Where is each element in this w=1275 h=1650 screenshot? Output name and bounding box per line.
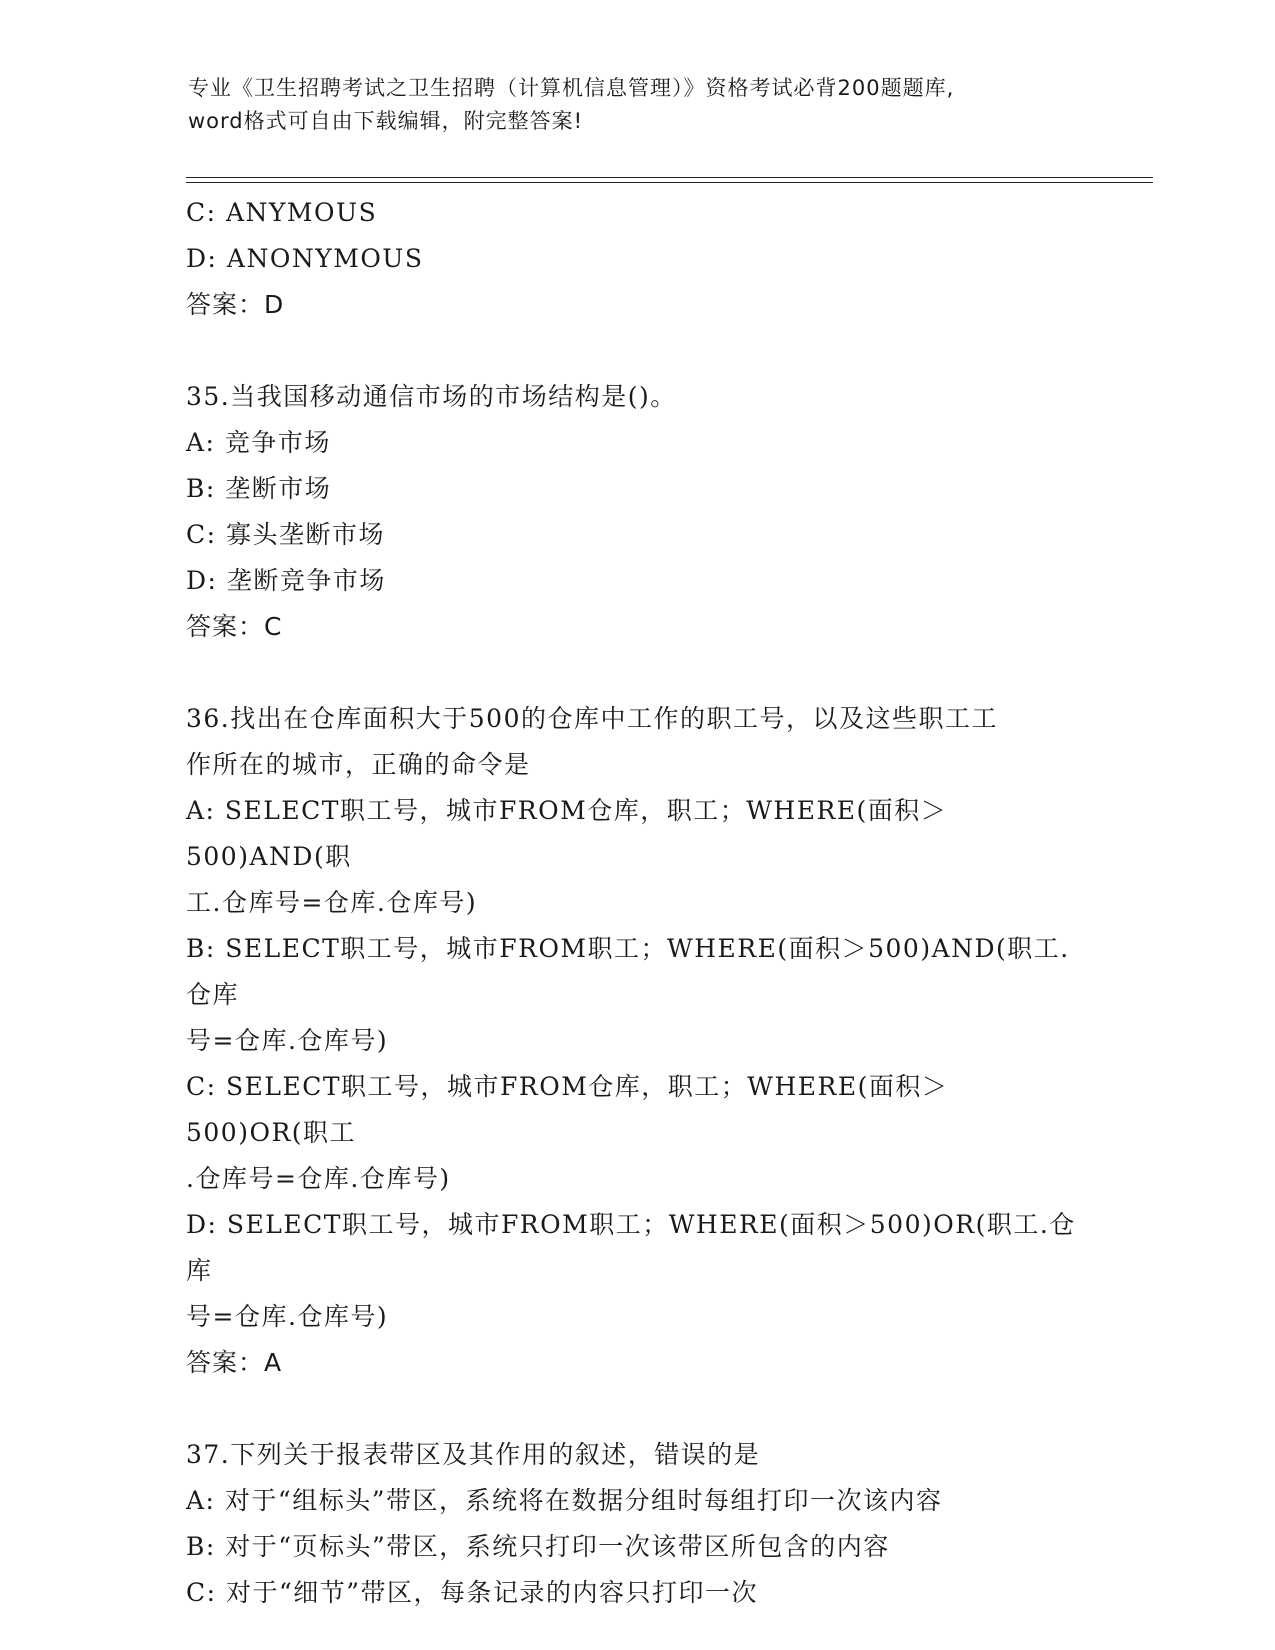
question-stem-line-1: 36.找出在仓库面积大于500的仓库中工作的职工号，以及这些职工工 [186, 704, 998, 733]
spacer [186, 650, 1086, 696]
header-divider-bottom [186, 182, 1153, 183]
option-c: C: ANYMOUS [186, 198, 378, 227]
option-c-line-2: .仓库号=仓库.仓库号) [186, 1164, 451, 1193]
question-stem: 35.当我国移动通信市场的市场结构是()。 [186, 382, 677, 411]
answer: 答案：C [186, 612, 283, 641]
option-c: C: 对于“细节”带区，每条记录的内容只打印一次 [186, 1578, 759, 1607]
option-a-line-1: A: SELECT职工号，城市FROM仓库，职工；WHERE(面积＞500)AND(职 [186, 796, 948, 871]
option-d: D: ANONYMOUS [186, 244, 424, 273]
option-b-line-2: 号=仓库.仓库号) [186, 1026, 389, 1055]
document-header [188, 72, 1088, 138]
question-34-continued [186, 190, 1086, 328]
header-title-line-1: 专业《卫生招聘考试之卫生招聘（计算机信息管理）》资格考试必背200题题库, [188, 76, 955, 100]
option-b: B: 垄断市场 [186, 474, 332, 503]
answer: 答案：D [186, 290, 285, 319]
header-divider-top [186, 177, 1153, 178]
option-d: D: 垄断竞争市场 [186, 566, 386, 595]
question-37 [186, 1432, 1086, 1616]
spacer [186, 328, 1086, 374]
header-title-line-2: word格式可自由下载编辑，附完整答案! [188, 109, 584, 133]
option-b-line-1: B: SELECT职工号，城市FROM职工；WHERE(面积＞500)AND(职工.仓库 [186, 934, 1070, 1009]
question-stem: 37.下列关于报表带区及其作用的叙述，错误的是 [186, 1440, 761, 1469]
option-b: B: 对于“页标头”带区，系统只打印一次该带区所包含的内容 [186, 1532, 890, 1561]
option-d-line-1: D: SELECT职工号，城市FROM职工；WHERE(面积＞500)OR(职工.仓库 [186, 1210, 1076, 1285]
option-c: C: 寡头垄断市场 [186, 520, 385, 549]
option-d-line-2: 号=仓库.仓库号) [186, 1302, 389, 1331]
option-a: A: 对于“组标头”带区，系统将在数据分组时每组打印一次该内容 [186, 1486, 943, 1515]
option-c-line-1: C: SELECT职工号，城市FROM仓库，职工；WHERE(面积＞500)OR(职工 [186, 1072, 949, 1147]
question-35 [186, 374, 1086, 650]
spacer [186, 1386, 1086, 1432]
question-list [186, 190, 1086, 1616]
question-stem-line-2: 作所在的城市，正确的命令是 [186, 750, 531, 779]
option-a-line-2: 工.仓库号=仓库.仓库号) [186, 888, 478, 917]
answer: 答案：A [186, 1348, 283, 1377]
question-36 [186, 696, 1086, 1386]
option-a: A: 竞争市场 [186, 428, 331, 457]
